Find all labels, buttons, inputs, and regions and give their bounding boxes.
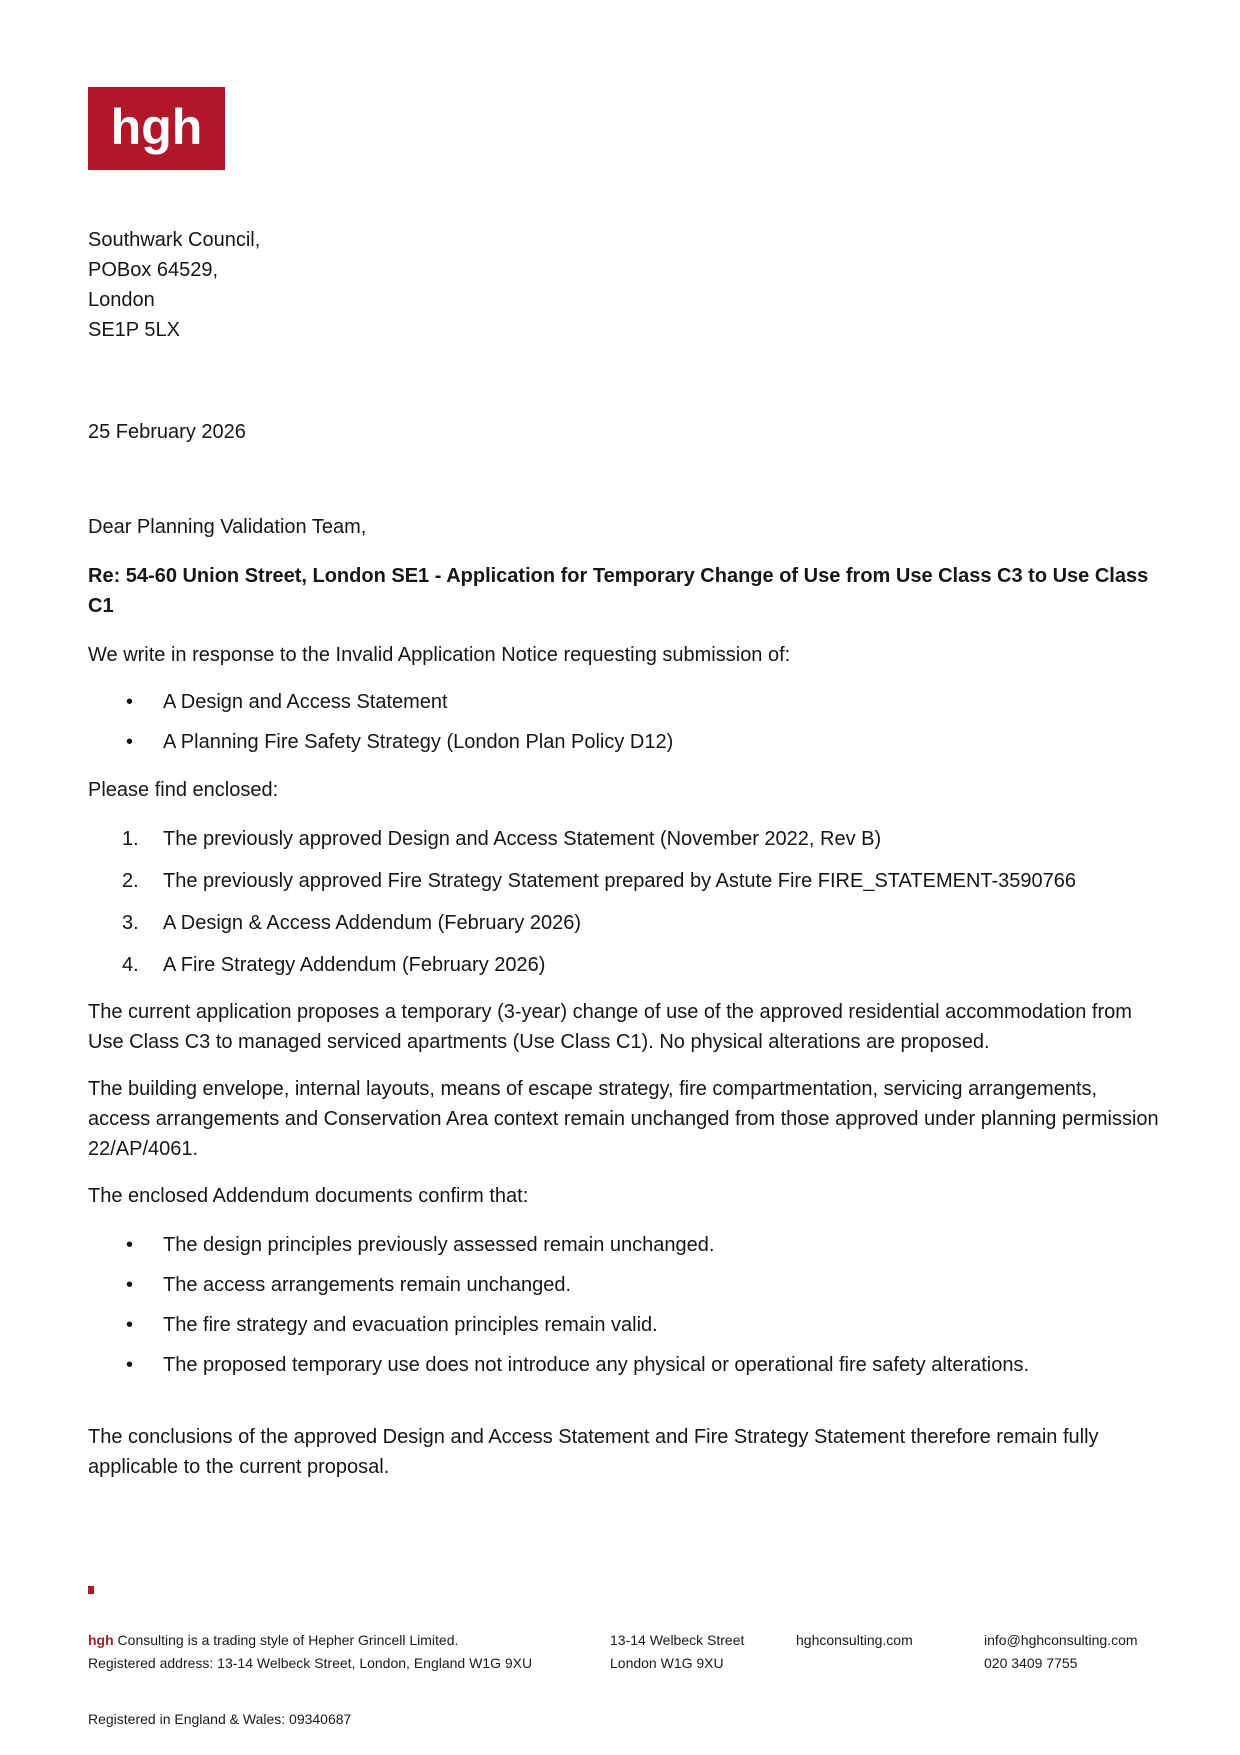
company-logo-text: hgh bbox=[110, 98, 203, 155]
recipient-line: Southwark Council, bbox=[88, 229, 261, 251]
footer-registration: Registered in England & Wales: 09340687 bbox=[88, 1711, 352, 1727]
letter-date: 25 February 2026 bbox=[88, 421, 246, 443]
recipient-address-block bbox=[88, 225, 1163, 345]
recipient-line: SE1P 5LX bbox=[88, 319, 180, 341]
enclosed-documents-list bbox=[88, 824, 1163, 992]
list-item: A Design & Access Addendum (February 2026) bbox=[163, 912, 582, 934]
footer-contact-block bbox=[984, 1629, 1138, 1675]
footer-company-block bbox=[88, 1629, 532, 1675]
conclusion-paragraph: The conclusions of the approved Design and Access Statement and Fire Strategy Statement therefore remain fully applicable to the current proposal. bbox=[88, 1426, 1099, 1478]
footer-red-square bbox=[88, 1586, 94, 1594]
list-item: • A Design and Access Statement bbox=[88, 687, 1163, 717]
footer-company-name: hgh bbox=[88, 1632, 114, 1648]
confirm-label: The enclosed Addendum documents confirm that: bbox=[88, 1185, 529, 1207]
list-item: The previously approved Fire Strategy Statement prepared by Astute Fire FIRE_STATEMENT-3590766 bbox=[163, 870, 1077, 892]
footer-address-line: 13-14 Welbeck Street bbox=[610, 1632, 745, 1648]
list-item: A Fire Strategy Addendum (February 2026) bbox=[163, 954, 546, 976]
enclosed-label: Please find enclosed: bbox=[88, 779, 279, 801]
recipient-line: London bbox=[88, 289, 155, 311]
footer-website: hghconsulting.com bbox=[796, 1632, 913, 1648]
list-item: • The proposed temporary use does not introduce any physical or operational fire safety alterations. bbox=[88, 1350, 1163, 1380]
building-envelope-paragraph: The building envelope, internal layouts, means of escape strategy, fire compartmentation, servicing arrangements, access arrangements and Conservation Area context remain unchanged from those approved under planning permission 22/AP/4061. bbox=[88, 1078, 1159, 1160]
footer-phone: 020 3409 7755 bbox=[984, 1655, 1078, 1671]
current-application-paragraph: The current application proposes a temporary (3-year) change of use of the approved residential accommodation from Use Class C3 to managed serviced apartments (Use Class C1). No physical alterations are proposed. bbox=[88, 1001, 1132, 1053]
footer-company-rest: Consulting is a trading style of Hepher Grincell Limited. bbox=[113, 1632, 459, 1648]
footer-address-line: London W1G 9XU bbox=[610, 1655, 724, 1671]
company-logo bbox=[88, 87, 225, 170]
footer-registered-address: Registered address: 13-14 Welbeck Street, London, England W1G 9XU bbox=[88, 1655, 533, 1671]
list-item: • The fire strategy and evacuation principles remain valid. bbox=[88, 1310, 1163, 1340]
footer-email: info@hghconsulting.com bbox=[984, 1632, 1138, 1648]
list-item: • The design principles previously assessed remain unchanged. bbox=[88, 1230, 1163, 1260]
recipient-line: POBox 64529, bbox=[88, 259, 219, 281]
requested-documents-list bbox=[88, 687, 1163, 767]
list-item: • A Planning Fire Safety Strategy (London Plan Policy D12) bbox=[88, 727, 1163, 757]
footer-address-block bbox=[610, 1629, 744, 1675]
list-item: The previously approved Design and Access Statement (November 2022, Rev B) bbox=[163, 828, 882, 850]
footer-company-line bbox=[88, 1629, 532, 1652]
list-item: • The access arrangements remain unchanged. bbox=[88, 1270, 1163, 1300]
intro-paragraph: We write in response to the Invalid Application Notice requesting submission of: bbox=[88, 644, 791, 666]
subject-line: Re: 54-60 Union Street, London SE1 - Application for Temporary Change of Use from Use Class C3 to Use Class C1 bbox=[88, 565, 1149, 617]
confirmation-list bbox=[88, 1230, 1163, 1390]
salutation: Dear Planning Validation Team, bbox=[88, 516, 367, 538]
